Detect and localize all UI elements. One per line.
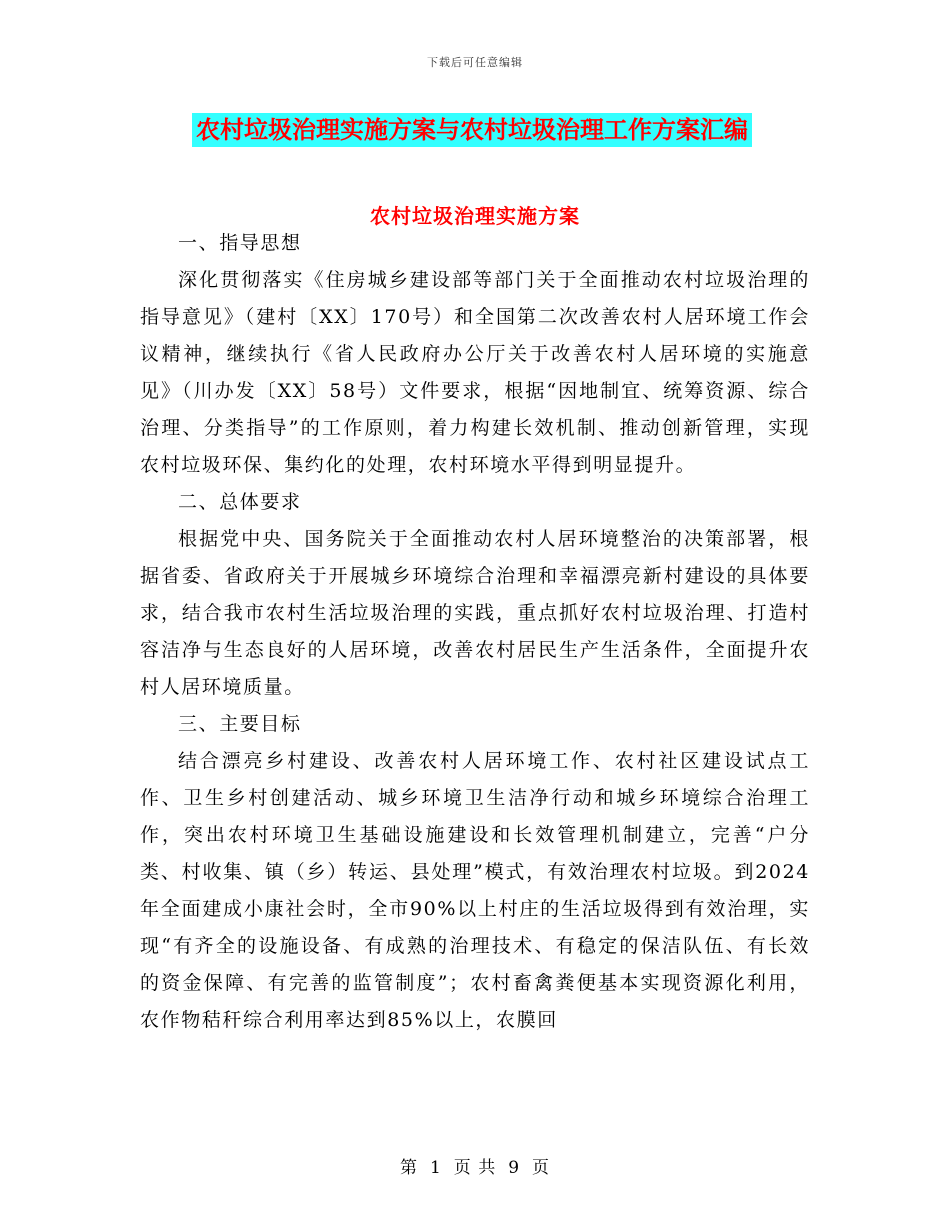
heading-general-requirements: 二、总体要求	[178, 491, 302, 513]
page-number: 1	[429, 1158, 442, 1178]
heading-main-goals: 三、主要目标	[178, 713, 302, 735]
header-note: 下载后可任意编辑	[427, 56, 523, 69]
paragraph-guiding-ideology: 深化贯彻落实《住房城乡建设部等部门关于全面推动农村垃圾治理的指导意见》（建村〔XX〕170号）和全国第二次改善农村人居环境工作会议精神，继续执行《省人民政府办公厅关于改善农村人居环境的实施意见》（川办发〔XX〕58号）文件要求，根据“因地制宜、统筹资源、综合治理、分类指导”的工作原则，着力构建长效机制、推动创新管理，实现农村垃圾环保、集约化的处理，农村环境水平得到明显提升。	[140, 269, 810, 476]
footer-middle: 页 共	[453, 1158, 497, 1178]
heading-guiding-ideology: 一、指导思想	[178, 232, 302, 254]
paragraph-general-requirements: 根据党中央、国务院关于全面推动农村人居环境整治的决策部署，根据省委、省政府关于开展城乡环境综合治理和幸福漂亮新村建设的具体要求，结合我市农村生活垃圾治理的实践，重点抓好农村垃圾治理、打造村容洁净与生态良好的人居环境，改善农村居民生产生活条件，全面提升农村人居环境质量。	[140, 528, 810, 698]
paragraph-main-goals: 结合漂亮乡村建设、改善农村人居环境工作、农村社区建设试点工作、卫生乡村创建活动、城乡环境卫生洁净行动和城乡环境综合治理工作，突出农村环境卫生基础设施建设和长效管理机制建立，完善“户分类、村收集、镇（乡）转运、县处理”模式，有效治理农村垃圾。到2024年全面建成小康社会时，全市90%以上村庄的生活垃圾得到有效治理，实现“有齐全的设施设备、有成熟的治理技术、有稳定的保洁队伍、有长效的资金保障、有完善的监管制度”；农村畜禽粪便基本实现资源化利用，农作物秸秆综合利用率达到85%以上，农膜回	[140, 750, 810, 1031]
document-body	[140, 225, 810, 1039]
page-footer	[0, 1153, 950, 1178]
footer-prefix: 第	[399, 1158, 418, 1178]
section-title: 农村垃圾治理实施方案	[370, 204, 580, 228]
footer-suffix: 页	[532, 1158, 551, 1178]
document-title: 农村垃圾治理实施方案与农村垃圾治理工作方案汇编	[192, 113, 752, 147]
page-total: 9	[508, 1158, 521, 1178]
